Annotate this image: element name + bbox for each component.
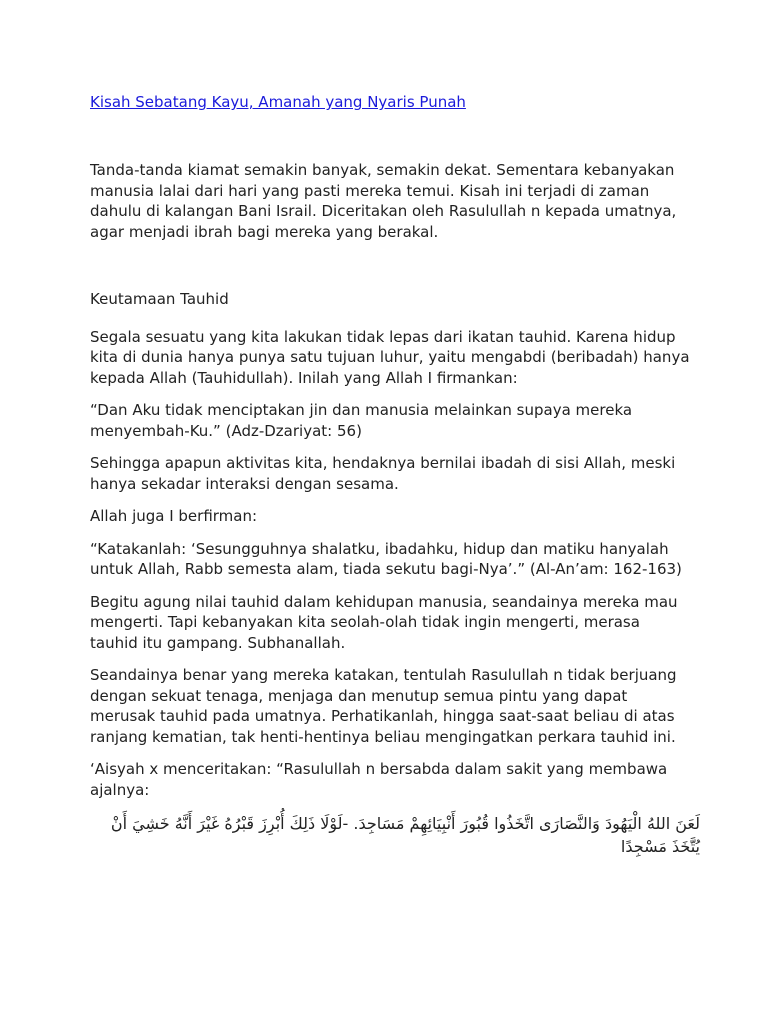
section-heading: Keutamaan Tauhid — [90, 290, 229, 308]
intro-paragraph: Tanda-tanda kiamat semakin banyak, semakin dekat. Sementara kebanyakan manusia lalai dari hari yang pasti mereka temui. Kisah ini terjadi di zaman dahulu di kalangan Bani Israil. Diceritakan oleh Rasulullah n kepada umatnya, agar menjadi ibrah bagi mereka yang berakal. — [90, 161, 677, 241]
body-paragraph: Sehingga apapun aktivitas kita, hendaknya bernilai ibadah di sisi Allah, meski hanya sekadar interaksi dengan sesama. — [90, 454, 676, 493]
quote-paragraph: “Dan Aku tidak menciptakan jin dan manusia melainkan supaya mereka menyembah-Ku.” (Adz-Dzariyat: 56) — [90, 401, 633, 440]
body-paragraph: Seandainya benar yang mereka katakan, tentulah Rasulullah n tidak berjuang dengan sekuat tenaga, menjaga dan menutup semua pintu yang dapat merusak tauhid pada umatnya. Perhatikanlah, hingga saat-saat beliau di atas ranjang kematian, tak henti-hentinya beliau mengingatkan perkara tauhid ini. — [90, 666, 677, 746]
body-paragraph: Begitu agung nilai tauhid dalam kehidupan manusia, seandainya mereka mau mengerti. Tapi kebanyakan kita seolah-olah tidak ingin mengerti, merasa tauhid itu gampang. Subhanallah. — [90, 592, 678, 652]
article-body — [90, 160, 700, 870]
article-title-link[interactable]: Kisah Sebatang Kayu, Amanah yang Nyaris Punah — [90, 93, 466, 111]
body-paragraph: Allah juga I berfirman: — [90, 507, 258, 525]
body-paragraph: Segala sesuatu yang kita lakukan tidak lepas dari ikatan tauhid. Karena hidup kita di dunia hanya punya satu tujuan luhur, yaitu mengabdi (beribadah) hanya kepada Allah (Tauhidullah). Inilah yang Allah I firmankan: — [90, 327, 690, 387]
body-paragraph: ‘Aisyah x menceritakan: “Rasulullah n bersabda dalam sakit yang membawa ajalnya: — [90, 760, 668, 799]
arabic-hadith-text: لَعَنَ اللهُ الْيَهُودَ وَالنَّصَارَى اتَّخَذُوا قُبُورَ أَنْبِيَائِهِمْ مَسَاجِدَ. -لَوْلَا ذَلِكَ أُبْرِزَ قَبْرُهُ غَيْرَ أَنَّهُ خَشِيَ أَنْ يُتَّخَذَ مَسْجِدًا — [110, 814, 700, 856]
quote-paragraph: “Katakanlah: ‘Sesungguhnya shalatku, ibadahku, hidup dan matiku hanyalah untuk Allah, Rabb semesta alam, tiada sekutu bagi-Nya’.” (Al-An’am: 162-163) — [90, 539, 682, 578]
